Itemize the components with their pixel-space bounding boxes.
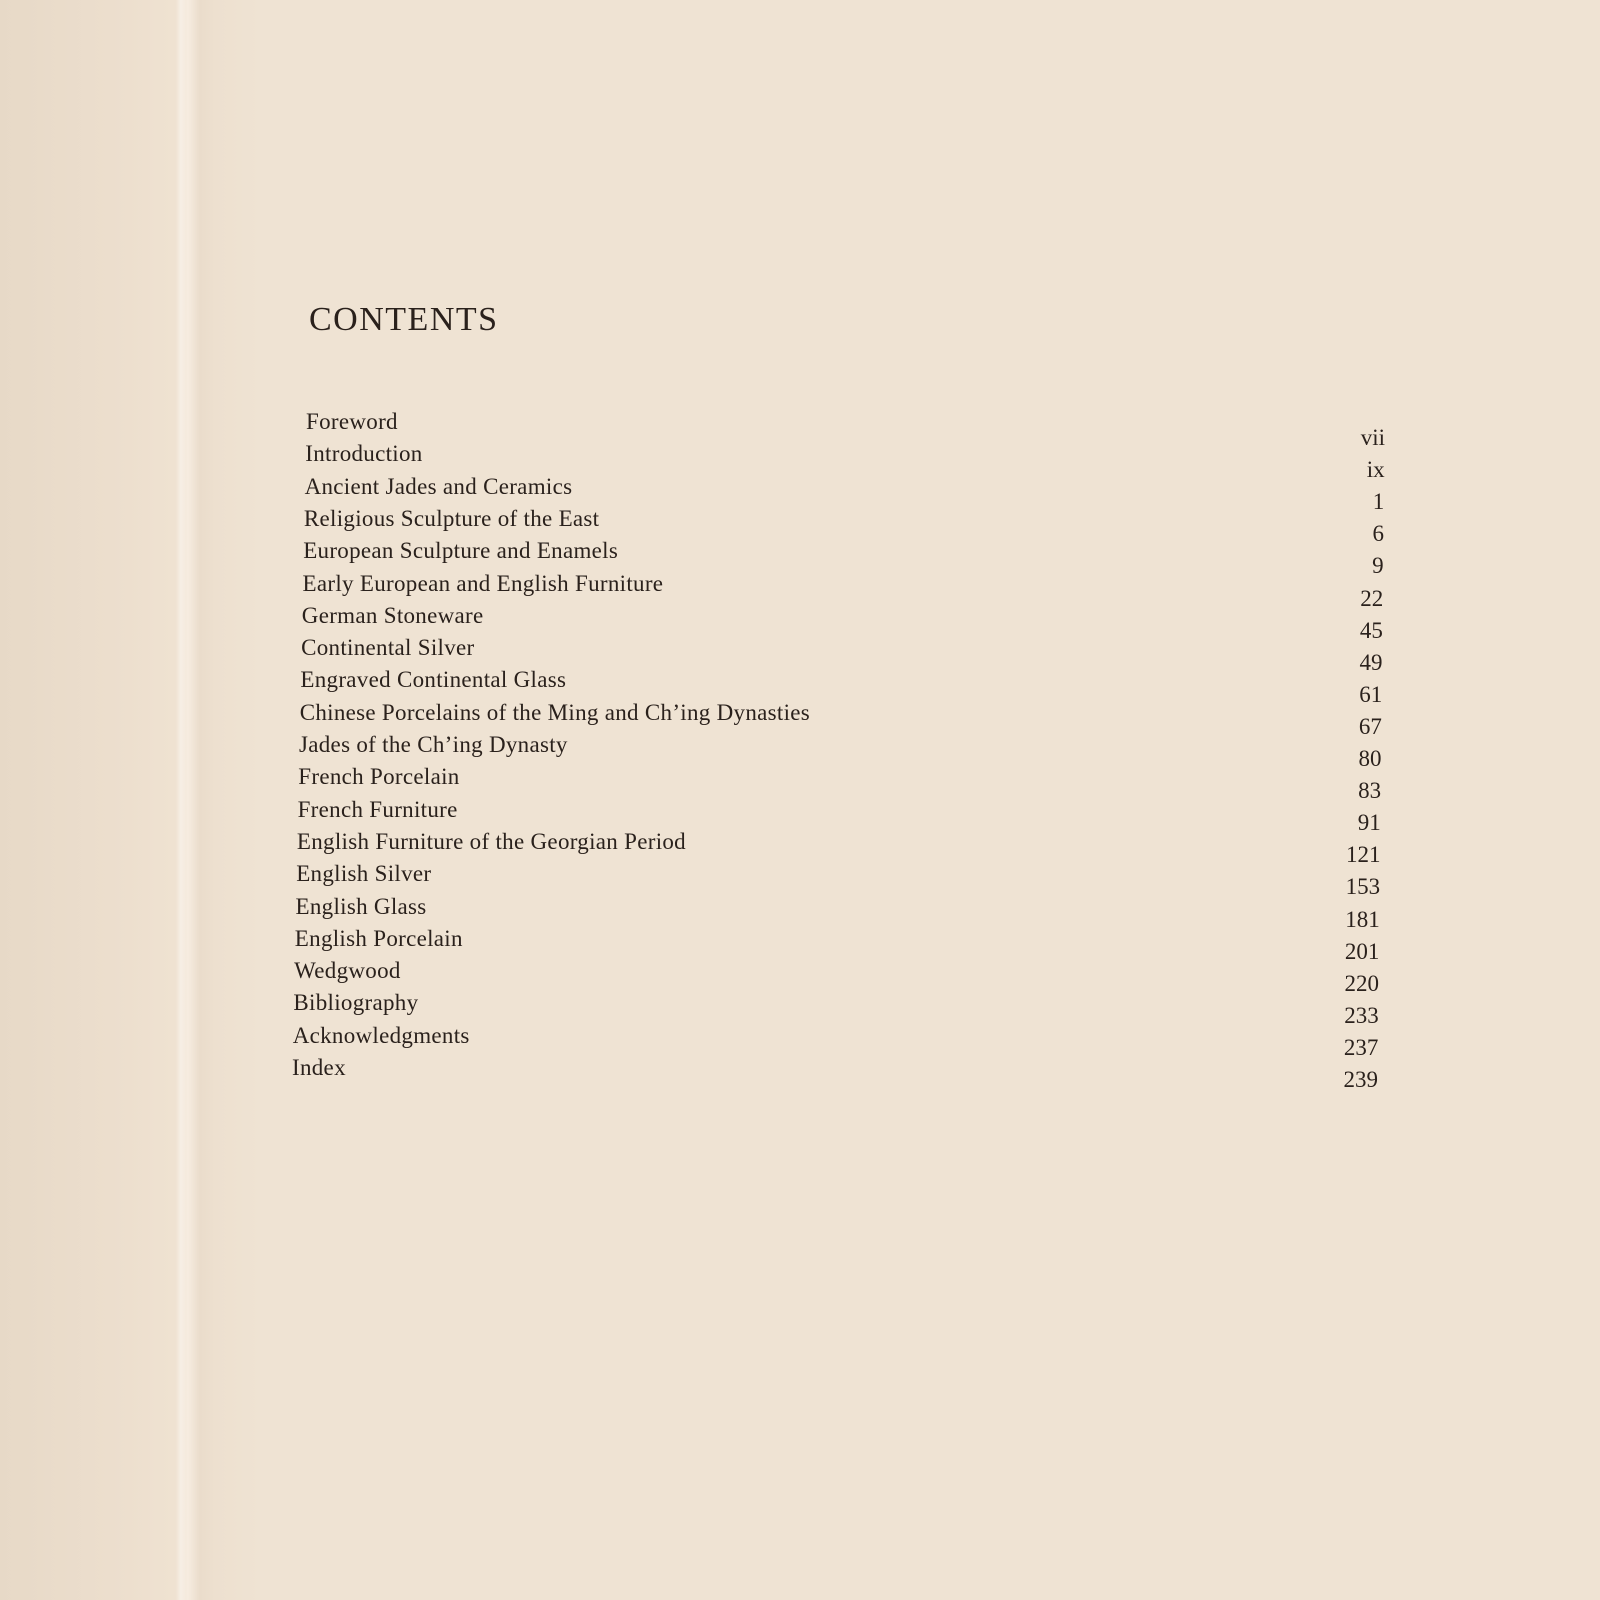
toc-entry-page-number: 220	[1344, 970, 1380, 996]
toc-entry-title: Continental Silver	[301, 635, 475, 661]
toc-entry-title: French Furniture	[297, 796, 458, 822]
toc-entry-title: Ancient Jades and Ceramics	[304, 473, 573, 499]
toc-entry-page-number: 80	[1358, 746, 1382, 771]
toc-entry-page-number: 61	[1359, 681, 1383, 707]
toc-entry-title: Introduction	[305, 441, 423, 467]
toc-entry-page-number: vii	[1360, 425, 1385, 450]
toc-entry-title: English Glass	[295, 893, 427, 919]
toc-entry-title: English Silver	[296, 861, 432, 887]
toc-entry-title: English Porcelain	[294, 925, 463, 951]
toc-entry-page-number: 49	[1359, 649, 1383, 675]
toc-entry-page-number: 67	[1358, 713, 1382, 739]
toc-entry-page-number: ix	[1366, 457, 1385, 483]
toc-entry-title: Jades of the Ch’ing Dynasty	[299, 732, 568, 757]
toc-entry-page-number: 121	[1345, 842, 1381, 868]
toc-entry-title: Acknowledgments	[292, 1022, 470, 1048]
toc-entry-title: German Stoneware	[301, 602, 484, 628]
toc-entry-page-number: 1	[1372, 489, 1385, 515]
toc-entry-page-number: 83	[1358, 778, 1382, 804]
toc-entry-page-number: 237	[1343, 1034, 1379, 1060]
toc-entry-page-number: 6	[1372, 521, 1384, 547]
toc-entry-title: Religious Sculpture of the East	[303, 505, 600, 531]
toc-entry-page-number: 201	[1344, 938, 1380, 964]
toc-entry-title: English Furniture of the Georgian Period	[296, 828, 686, 854]
toc-entry-page-number: 153	[1345, 874, 1381, 900]
toc-entry-title: Index	[292, 1055, 346, 1080]
toc-entry-title: Bibliography	[293, 990, 419, 1016]
toc-entry-title: Wedgwood	[294, 958, 401, 984]
toc-entry-title: European Sculpture and Enamels	[303, 538, 619, 564]
toc-entry-page-number: 45	[1359, 617, 1383, 643]
toc-entry-page-number: 233	[1344, 1002, 1379, 1028]
toc-entry-title: Foreword	[306, 409, 398, 434]
toc-entry-title: Early European and English Furniture	[302, 570, 664, 596]
toc-entry-title: Engraved Continental Glass	[300, 667, 567, 693]
toc-entry-title: Chinese Porcelains of the Ming and Ch’ing Dynasties	[299, 699, 811, 725]
toc-entry-page-number: 239	[1343, 1067, 1378, 1092]
toc-entry-page-number: 181	[1345, 906, 1380, 932]
toc-entry-page-number: 9	[1372, 553, 1384, 579]
toc-entry-page-number: 91	[1357, 810, 1381, 836]
toc-entry-title: French Porcelain	[298, 764, 460, 790]
page-title: CONTENTS	[309, 301, 499, 338]
toc-entry-page-number: 22	[1360, 585, 1384, 611]
